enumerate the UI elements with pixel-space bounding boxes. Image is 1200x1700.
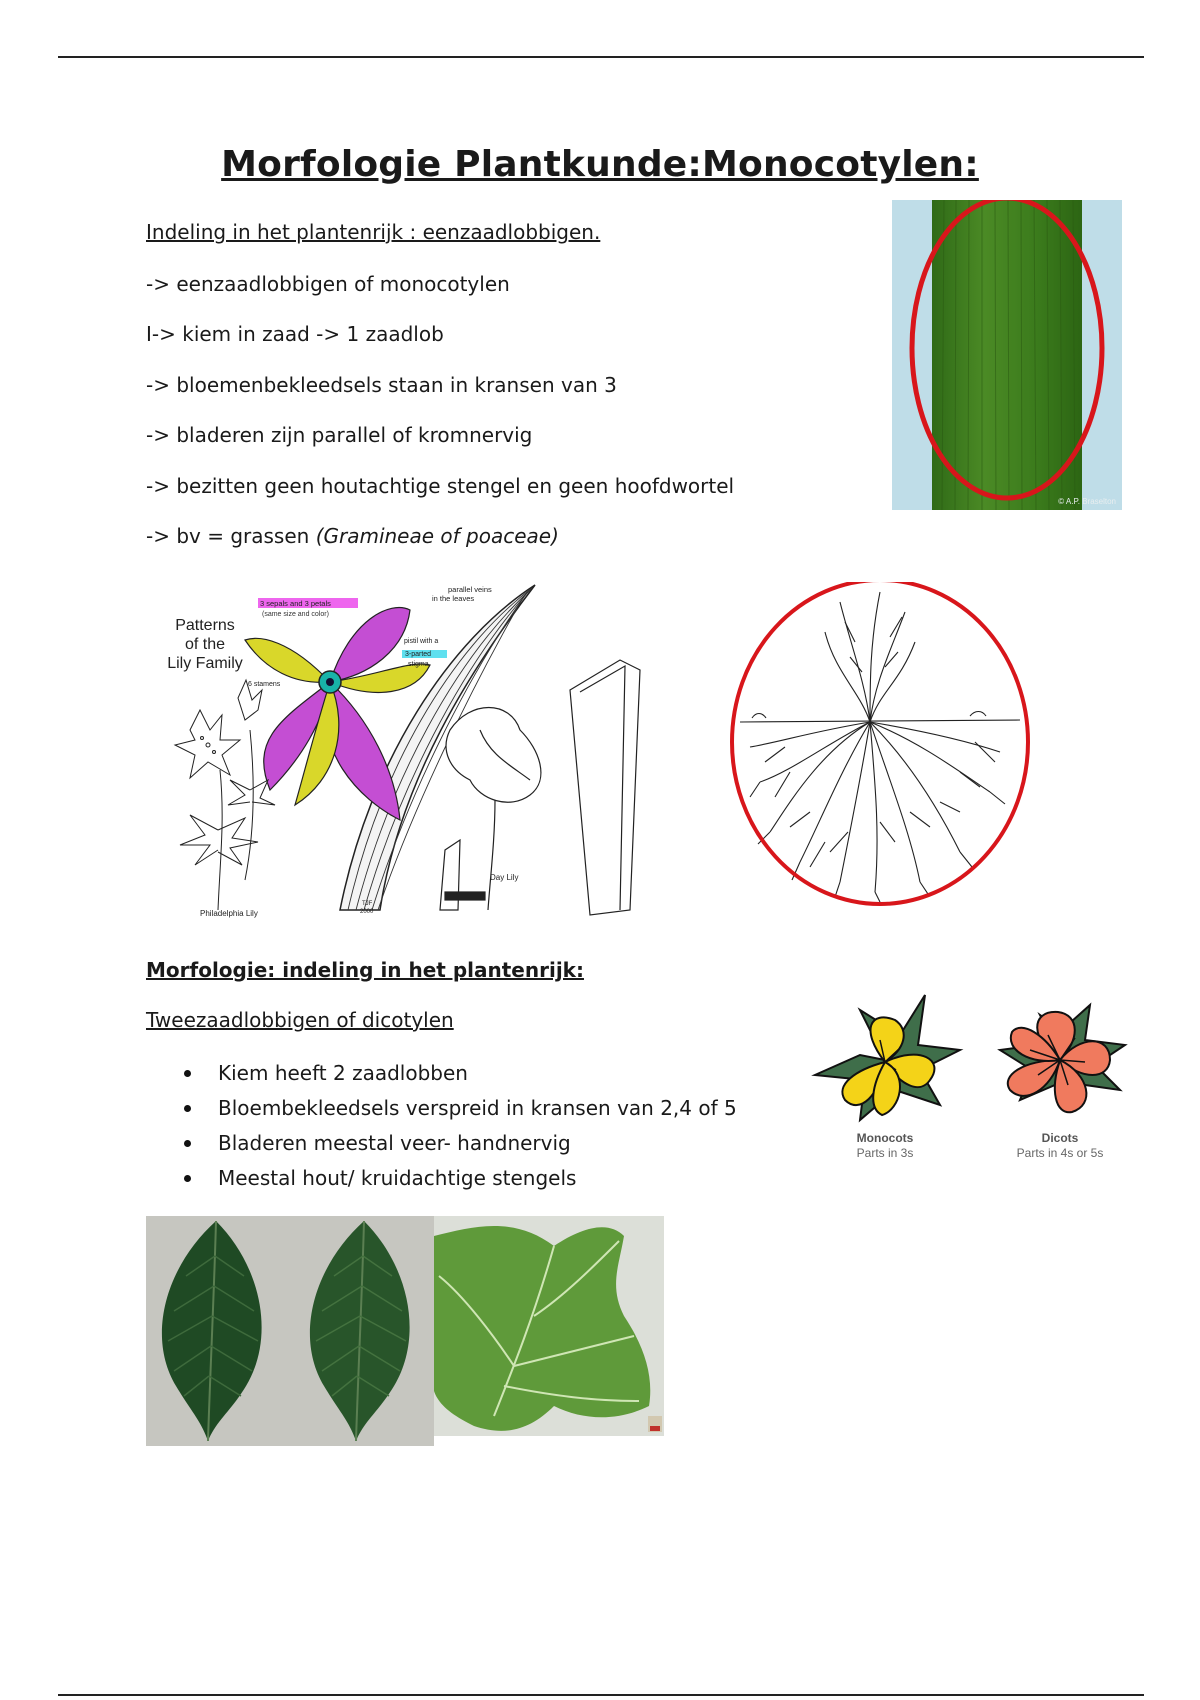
dicot-heading: Morfologie: indeling in het plantenrijk: — [146, 958, 584, 982]
list-item: Bloembekleedsels verspreid in kransen van 2,4 of 5 — [182, 1093, 737, 1128]
dicot-label: Dicots — [1041, 1131, 1079, 1145]
monocot-line-1: -> eenzaadlobbigen of monocotylen — [146, 272, 510, 296]
monocot-line-3: -> bloemenbekleedsels staan in kransen van 3 — [146, 373, 617, 397]
dicot-sublabel: Parts in 4s or 5s — [1016, 1146, 1104, 1160]
grass-credit: © A.P. Braselton — [1058, 497, 1116, 506]
fibrous-root-illustration — [730, 582, 1030, 908]
beech-leaves-image — [146, 1216, 434, 1446]
illustrator-sig-line-2: 2000 — [360, 909, 374, 915]
pistil-label-line-2: 3-parted — [405, 651, 432, 658]
bottom-rule — [58, 1694, 1144, 1696]
example-latin-name: (Gramineae of poaceae) — [315, 524, 559, 548]
monocot-label: Monocots — [856, 1131, 914, 1145]
example-prefix: -> bv = grassen — [146, 524, 316, 548]
lily-caption-line-1: Patterns — [175, 617, 235, 634]
monocot-line-5: -> bezitten geen houtachtige stengel en geen hoofdwortel — [146, 474, 735, 498]
day-lily-label: Day Lily — [490, 873, 519, 882]
monocot-example — [146, 524, 559, 548]
monocot-line-4: -> bladeren zijn parallel of kromnervig — [146, 423, 533, 447]
page-title: Morfologie Plantkunde:Monocotylen: — [221, 144, 979, 185]
philadelphia-lily-label: Philadelphia Lily — [200, 909, 258, 918]
list-item: Kiem heeft 2 zaadlobben — [182, 1058, 737, 1093]
pistil-label-line-1: pistil with a — [404, 638, 439, 645]
top-rule — [58, 56, 1144, 58]
dicot-bullet-list — [182, 1058, 737, 1198]
sepals-sublabel: (same size and color) — [262, 611, 329, 618]
lily-family-illustration — [150, 580, 660, 920]
sepals-label: 3 sepals and 3 petals — [260, 599, 331, 608]
stamens-label: 6 stamens — [248, 681, 281, 688]
monocot-sublabel: Parts in 3s — [856, 1146, 914, 1160]
lily-caption-line-3: Lily Family — [167, 655, 243, 672]
dicot-subheading: Tweezaadlobbigen of dicotylen — [146, 1008, 454, 1032]
monocot-heading: Indeling in het plantenrijk : eenzaadlobbigen. — [146, 220, 601, 244]
grass-leaf-image — [892, 200, 1122, 510]
monocot-dicot-flowers — [800, 990, 1140, 1170]
list-item: Meestal hout/ kruidachtige stengels — [182, 1163, 737, 1198]
pistil-label-line-3: stigma — [408, 661, 429, 668]
veins-label-line-1: parallel veins — [448, 585, 492, 594]
lily-caption-line-2: of the — [184, 636, 226, 653]
veins-label-line-2: in the leaves — [432, 594, 475, 603]
monocot-line-2: I-> kiem in zaad -> 1 zaadlob — [146, 322, 444, 346]
illustrator-sig-line-1: TJF — [362, 901, 373, 907]
list-item: Bladeren meestal veer- handnervig — [182, 1128, 737, 1163]
ivy-leaf-image — [434, 1216, 664, 1436]
